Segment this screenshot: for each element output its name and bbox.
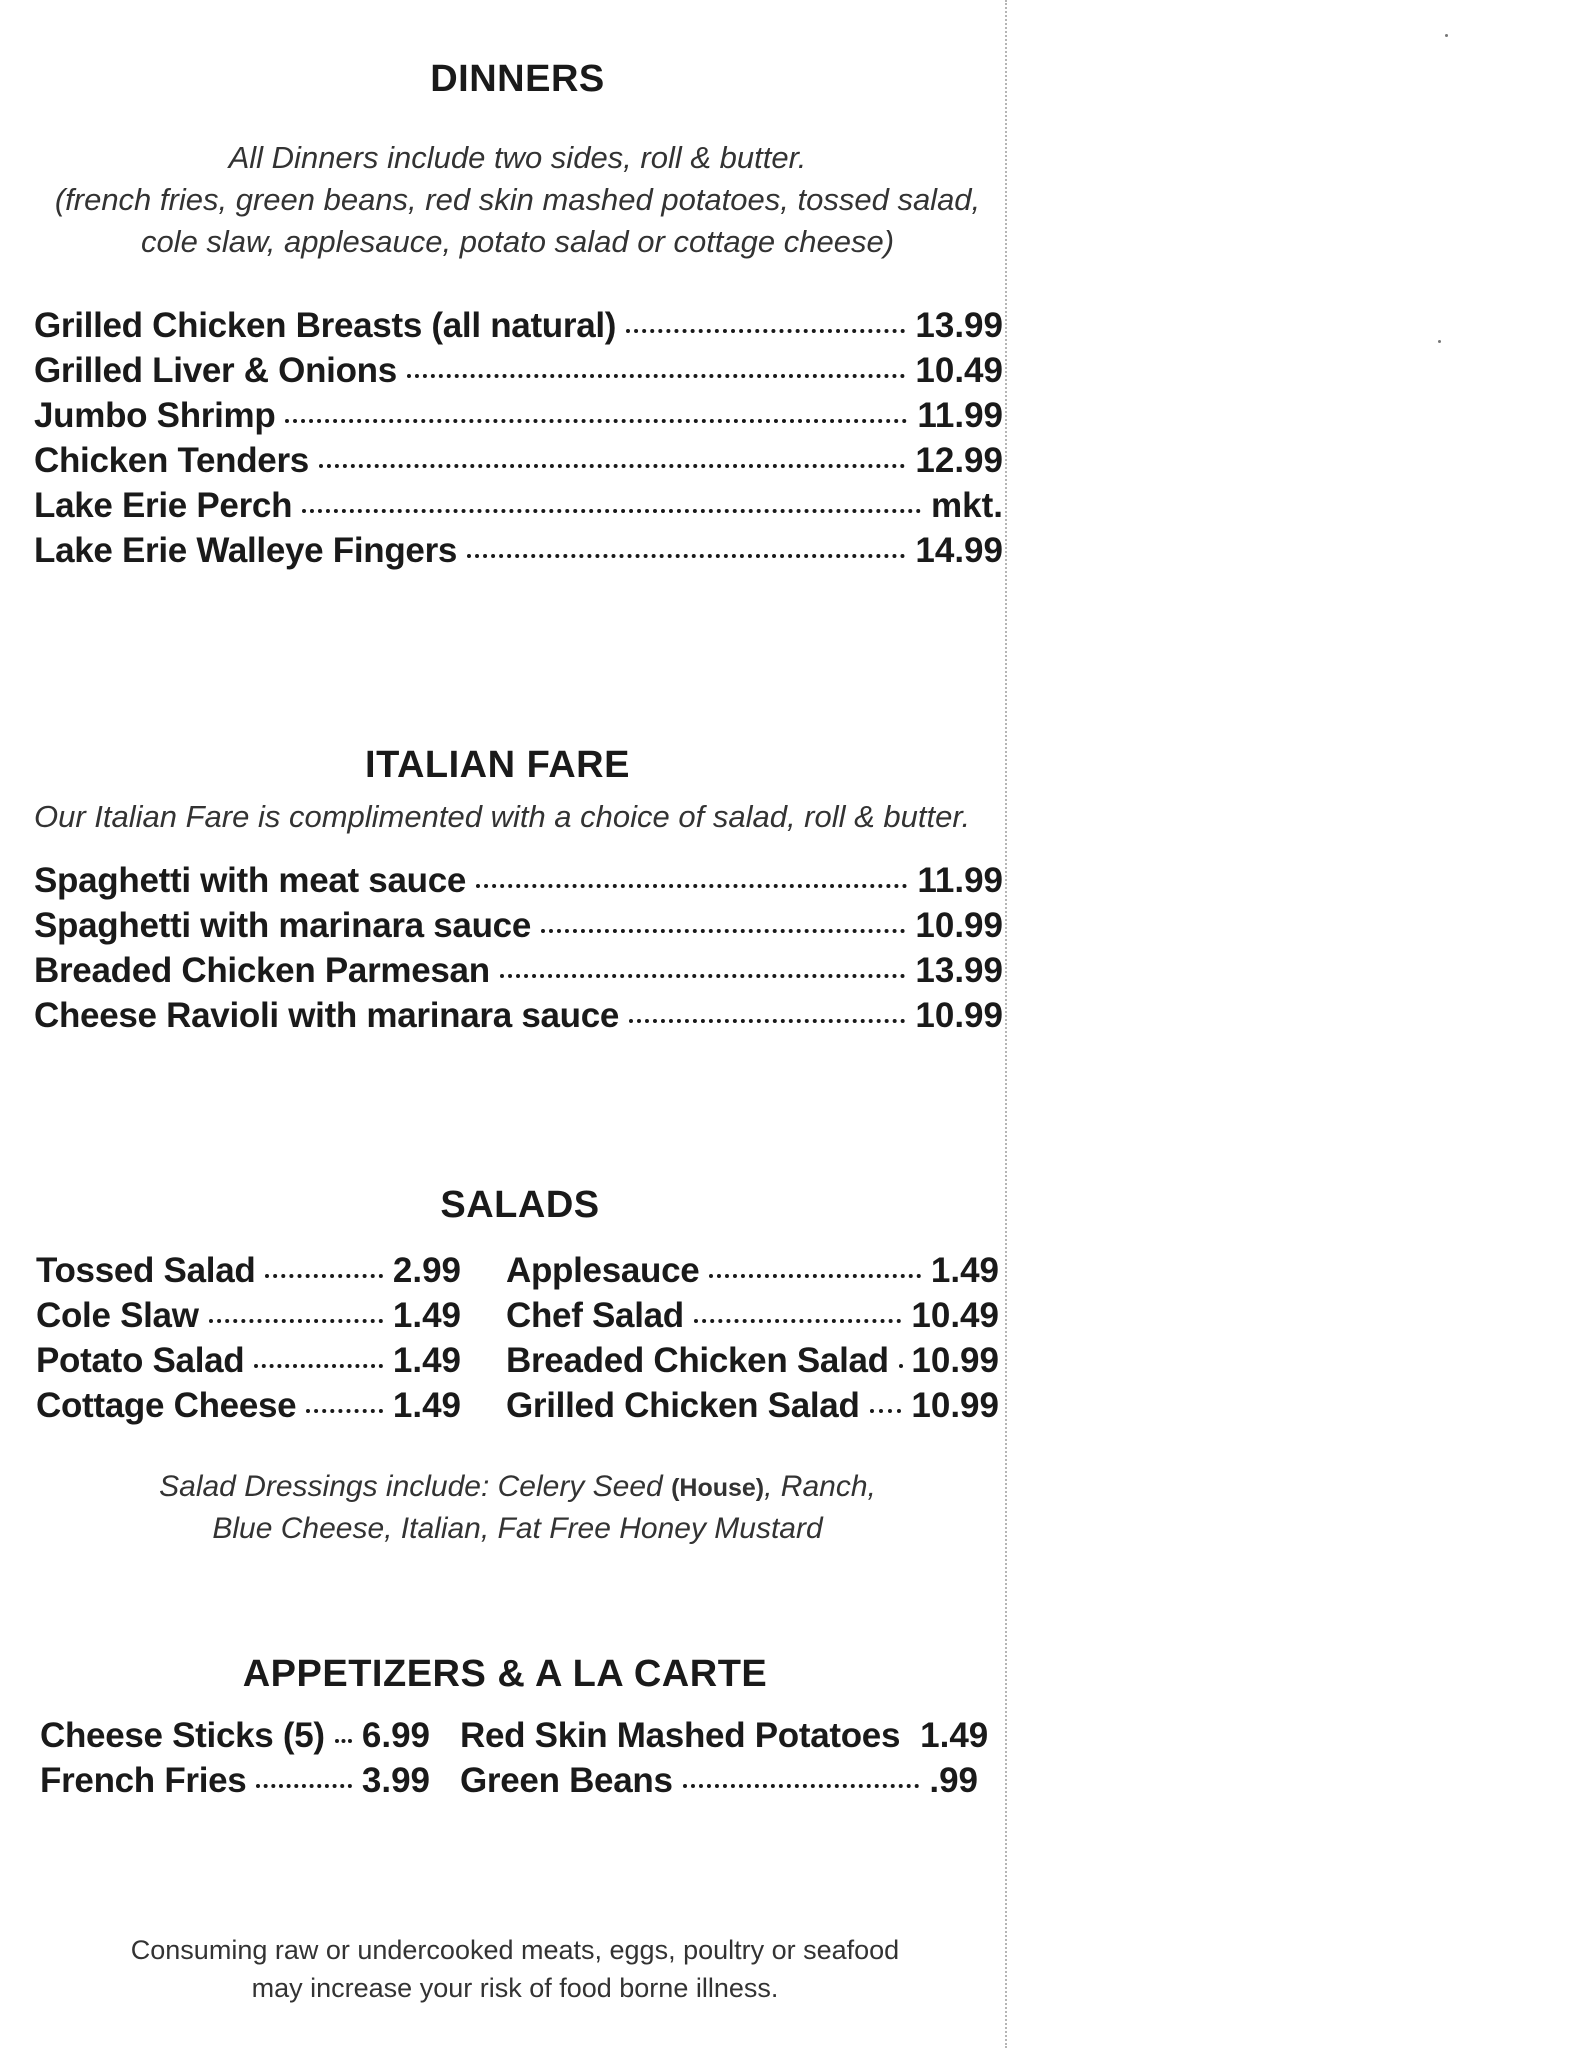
salads-heading: SALADS — [440, 1184, 600, 1226]
item-price: 11.99 — [917, 861, 1003, 900]
menu-item — [34, 861, 1003, 905]
dot-leader — [209, 1311, 383, 1323]
dot-leader — [335, 1731, 352, 1743]
item-price: 1.49 — [920, 1716, 989, 1755]
item-price: 10.99 — [911, 1341, 999, 1380]
dot-leader — [541, 921, 905, 933]
item-name: Potato Salad — [36, 1341, 245, 1380]
item-price: 10.99 — [915, 906, 1003, 945]
dressings-suffix: , Ranch, — [764, 1470, 876, 1503]
item-price: 10.99 — [915, 996, 1003, 1035]
dot-leader — [709, 1266, 920, 1278]
dressings-house: (House) — [671, 1474, 765, 1502]
menu-item — [34, 441, 1003, 485]
dressings-prefix: Salad Dressings include: Celery Seed — [159, 1470, 672, 1503]
menu-item — [36, 1386, 461, 1430]
item-name: French Fries — [40, 1761, 247, 1800]
item-price: 3.99 — [361, 1761, 430, 1800]
item-price: 1.49 — [930, 1251, 999, 1290]
dinners-note-line1: All Dinners include two sides, roll & butter. — [228, 140, 807, 175]
dot-leader — [254, 1356, 382, 1368]
item-price: 14.99 — [915, 531, 1003, 570]
item-name: Lake Erie Walleye Fingers — [34, 531, 458, 570]
item-name: Chef Salad — [506, 1296, 684, 1335]
item-name: Applesauce — [506, 1251, 700, 1290]
item-price: 10.49 — [915, 351, 1003, 390]
menu-item — [506, 1296, 999, 1340]
item-name: Cole Slaw — [36, 1296, 199, 1335]
dinners-note-line2: (french fries, green beans, red skin mashed potatoes, tossed salad, — [54, 182, 981, 217]
item-price: 10.99 — [911, 1386, 999, 1425]
item-name: Spaghetti with meat sauce — [34, 861, 467, 900]
item-name: Grilled Chicken Breasts (all natural) — [34, 306, 617, 345]
menu-item — [460, 1761, 978, 1805]
item-name: Red Skin Mashed Potatoes — [460, 1716, 901, 1755]
dot-leader — [467, 546, 905, 558]
item-name: Cheese Sticks (5) — [40, 1716, 325, 1755]
item-name: Breaded Chicken Salad — [506, 1341, 889, 1380]
dot-leader — [302, 501, 921, 513]
menu-item — [460, 1716, 989, 1760]
item-price: 10.49 — [911, 1296, 999, 1335]
dot-leader — [306, 1401, 383, 1413]
dinners-note-line3: cole slaw, applesauce, potato salad or cottage cheese) — [140, 224, 895, 259]
item-price: 12.99 — [915, 441, 1003, 480]
item-name: Chicken Tenders — [34, 441, 309, 480]
menu-item — [40, 1761, 430, 1805]
item-price: mkt. — [931, 486, 1003, 525]
dot-leader — [629, 1011, 905, 1023]
item-price: 6.99 — [361, 1716, 430, 1755]
item-name: Breaded Chicken Parmesan — [34, 951, 490, 990]
appetizers-heading: APPETIZERS & A LA CARTE — [242, 1653, 768, 1695]
dot-leader — [899, 1356, 902, 1368]
menu-item — [34, 396, 1003, 440]
menu-item — [34, 996, 1003, 1040]
item-name: Spaghetti with marinara sauce — [34, 906, 532, 945]
dot-leader — [265, 1266, 382, 1278]
dot-leader — [285, 411, 907, 423]
dot-leader — [500, 966, 906, 978]
dot-leader — [476, 876, 907, 888]
menu-item — [34, 486, 1003, 530]
dot-leader — [683, 1776, 920, 1788]
scan-speck — [1438, 340, 1441, 343]
dot-leader — [870, 1401, 902, 1413]
dot-leader — [256, 1776, 351, 1788]
menu-item — [506, 1341, 999, 1385]
item-name: Cottage Cheese — [36, 1386, 297, 1425]
menu-item — [36, 1341, 461, 1385]
italian-heading: ITALIAN FARE — [365, 744, 630, 786]
item-name: Grilled Chicken Salad — [506, 1386, 860, 1425]
dot-leader — [319, 456, 905, 468]
dot-leader — [694, 1311, 902, 1323]
menu-item — [34, 951, 1003, 995]
menu-item — [40, 1716, 430, 1760]
menu-item — [506, 1386, 999, 1430]
menu-item — [34, 306, 1003, 350]
item-price: 2.99 — [392, 1251, 461, 1290]
item-price: 13.99 — [915, 306, 1003, 345]
menu-item — [34, 531, 1003, 575]
item-price: 1.49 — [392, 1341, 461, 1380]
item-price: 11.99 — [917, 396, 1003, 435]
menu-item — [506, 1251, 999, 1295]
page-fold-line — [1005, 0, 1007, 2048]
menu-item — [36, 1251, 461, 1295]
menu-item — [34, 906, 1003, 950]
item-name: Green Beans — [460, 1761, 673, 1800]
dinners-heading: DINNERS — [430, 58, 605, 100]
item-name: Cheese Ravioli with marinara sauce — [34, 996, 620, 1035]
menu-item — [36, 1296, 461, 1340]
item-name: Tossed Salad — [36, 1251, 256, 1290]
scan-speck — [1445, 34, 1448, 37]
item-name: Grilled Liver & Onions — [34, 351, 397, 390]
item-price: 1.49 — [392, 1296, 461, 1335]
menu-item — [34, 351, 1003, 395]
salad-dressings-line2: Blue Cheese, Italian, Fat Free Honey Mustard — [212, 1512, 823, 1545]
disclaimer-line2: may increase your risk of food borne illness. — [251, 1973, 779, 2003]
dot-leader — [407, 366, 905, 378]
salad-dressings-line1 — [0, 1470, 1035, 1504]
item-name: Lake Erie Perch — [34, 486, 293, 525]
item-price: .99 — [929, 1761, 978, 1800]
dot-leader — [626, 321, 905, 333]
italian-note: Our Italian Fare is complimented with a choice of salad, roll & butter. — [34, 799, 971, 834]
disclaimer-line1: Consuming raw or undercooked meats, eggs, poultry or seafood — [130, 1935, 900, 1965]
item-name: Jumbo Shrimp — [34, 396, 276, 435]
item-price: 1.49 — [392, 1386, 461, 1425]
item-price: 13.99 — [915, 951, 1003, 990]
